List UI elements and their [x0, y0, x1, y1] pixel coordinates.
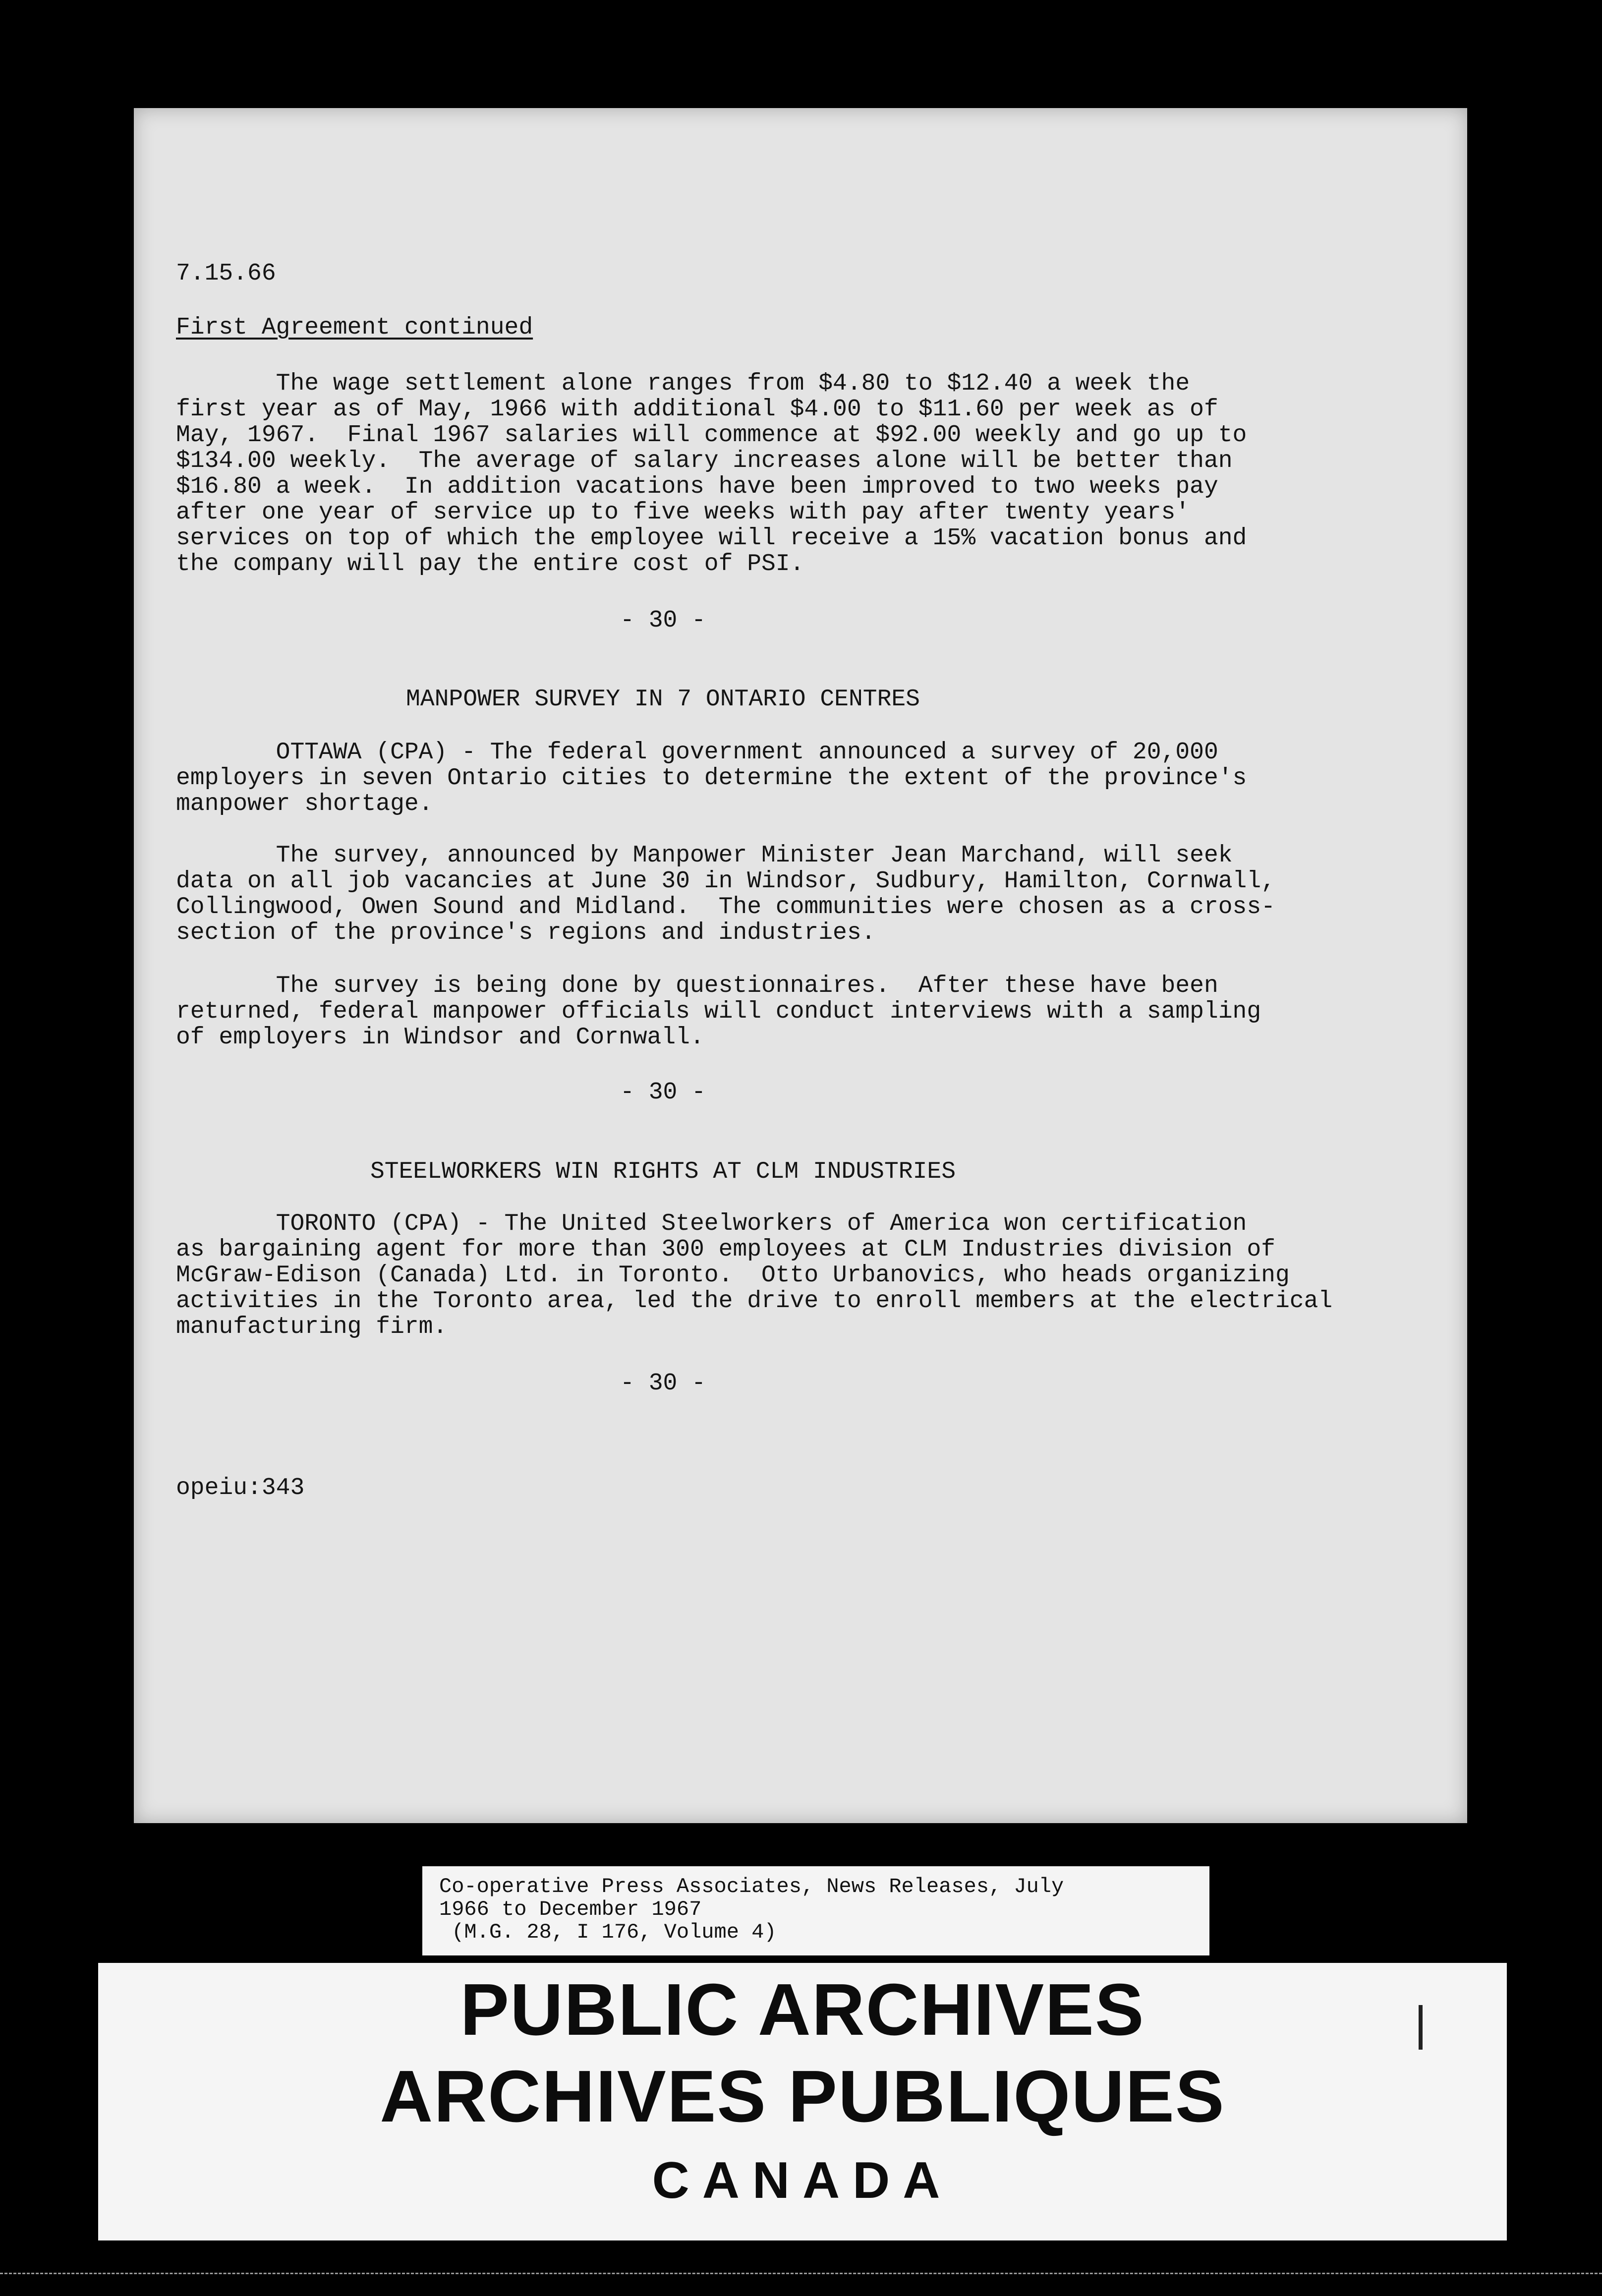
paragraph-questionnaires: [176, 973, 1261, 1051]
label-line: 1966 to December 1967: [439, 1897, 702, 1921]
text-line: section of the province's regions and industries.: [176, 919, 876, 946]
end-marker: - 30 -: [620, 607, 706, 634]
text-line: The survey is being done by questionnaires. After these have been: [176, 973, 1218, 999]
headline-steelworkers: STEELWORKERS WIN RIGHTS AT CLM INDUSTRIES: [370, 1158, 956, 1185]
paragraph-wage-settlement: [176, 371, 1247, 577]
text-line: the company will pay the entire cost of PSI.: [176, 551, 804, 577]
public-archives-stamp: [98, 1963, 1507, 2240]
stamp-scratch-mark: [1419, 2005, 1423, 2050]
section-heading: First Agreement continued: [176, 314, 533, 341]
text-line: The wage settlement alone ranges from $4.80 to $12.40 a week the: [176, 370, 1190, 397]
stamp-line-country: CANADA: [652, 2152, 953, 2209]
stamp-line-french: ARCHIVES PUBLIQUES: [380, 2056, 1225, 2137]
paragraph-survey-details: [176, 842, 1275, 946]
text-line: employers in seven Ontario cities to determine the extent of the province's: [176, 765, 1247, 792]
text-line: of employers in Windsor and Cornwall.: [176, 1024, 704, 1051]
film-edge-line: [0, 2273, 1602, 2274]
paragraph-ottawa: [176, 740, 1247, 817]
headline-manpower-survey: MANPOWER SURVEY IN 7 ONTARIO CENTRES: [406, 686, 920, 713]
paragraph-toronto: [176, 1210, 1333, 1340]
label-line: Co-operative Press Associates, News Releases, July: [439, 1875, 1064, 1898]
text-line: May, 1967. Final 1967 salaries will commence at $92.00 weekly and go up to: [176, 422, 1247, 449]
text-line: returned, federal manpower officials will conduct interviews with a sampling: [176, 998, 1261, 1025]
document-date: 7.15.66: [176, 260, 276, 287]
text-line: first year as of May, 1966 with additional $4.00 to $11.60 per week as of: [176, 396, 1218, 423]
end-marker: - 30 -: [620, 1079, 706, 1106]
text-line: manufacturing firm.: [176, 1314, 448, 1340]
label-line: (M.G. 28, I 176, Volume 4): [439, 1920, 777, 1944]
text-line: The survey, announced by Manpower Minister Jean Marchand, will seek: [176, 842, 1233, 869]
document-page: [134, 108, 1467, 1823]
archive-reference-label: [422, 1866, 1209, 1955]
text-line: after one year of service up to five weeks with pay after twenty years': [176, 499, 1190, 526]
text-line: OTTAWA (CPA) - The federal government announced a survey of 20,000: [176, 739, 1218, 766]
text-line: Collingwood, Owen Sound and Midland. The communities were chosen as a cross-: [176, 894, 1275, 920]
end-marker: - 30 -: [620, 1370, 706, 1397]
text-line: $16.80 a week. In addition vacations have been improved to two weeks pay: [176, 473, 1218, 500]
text-line: data on all job vacancies at June 30 in Windsor, Sudbury, Hamilton, Cornwall,: [176, 868, 1275, 895]
text-line: McGraw-Edison (Canada) Ltd. in Toronto. Otto Urbanovics, who heads organizing: [176, 1262, 1290, 1289]
text-line: activities in the Toronto area, led the drive to enroll members at the electrical: [176, 1288, 1333, 1315]
text-line: $134.00 weekly. The average of salary increases alone will be better than: [176, 448, 1233, 474]
text-line: TORONTO (CPA) - The United Steelworkers of America won certification: [176, 1210, 1247, 1237]
text-line: as bargaining agent for more than 300 employees at CLM Industries division of: [176, 1236, 1275, 1263]
stamp-line-english: PUBLIC ARCHIVES: [460, 1969, 1145, 2051]
footer-code: opeiu:343: [176, 1475, 305, 1501]
text-line: services on top of which the employee will receive a 15% vacation bonus and: [176, 525, 1247, 552]
text-line: manpower shortage.: [176, 791, 433, 817]
